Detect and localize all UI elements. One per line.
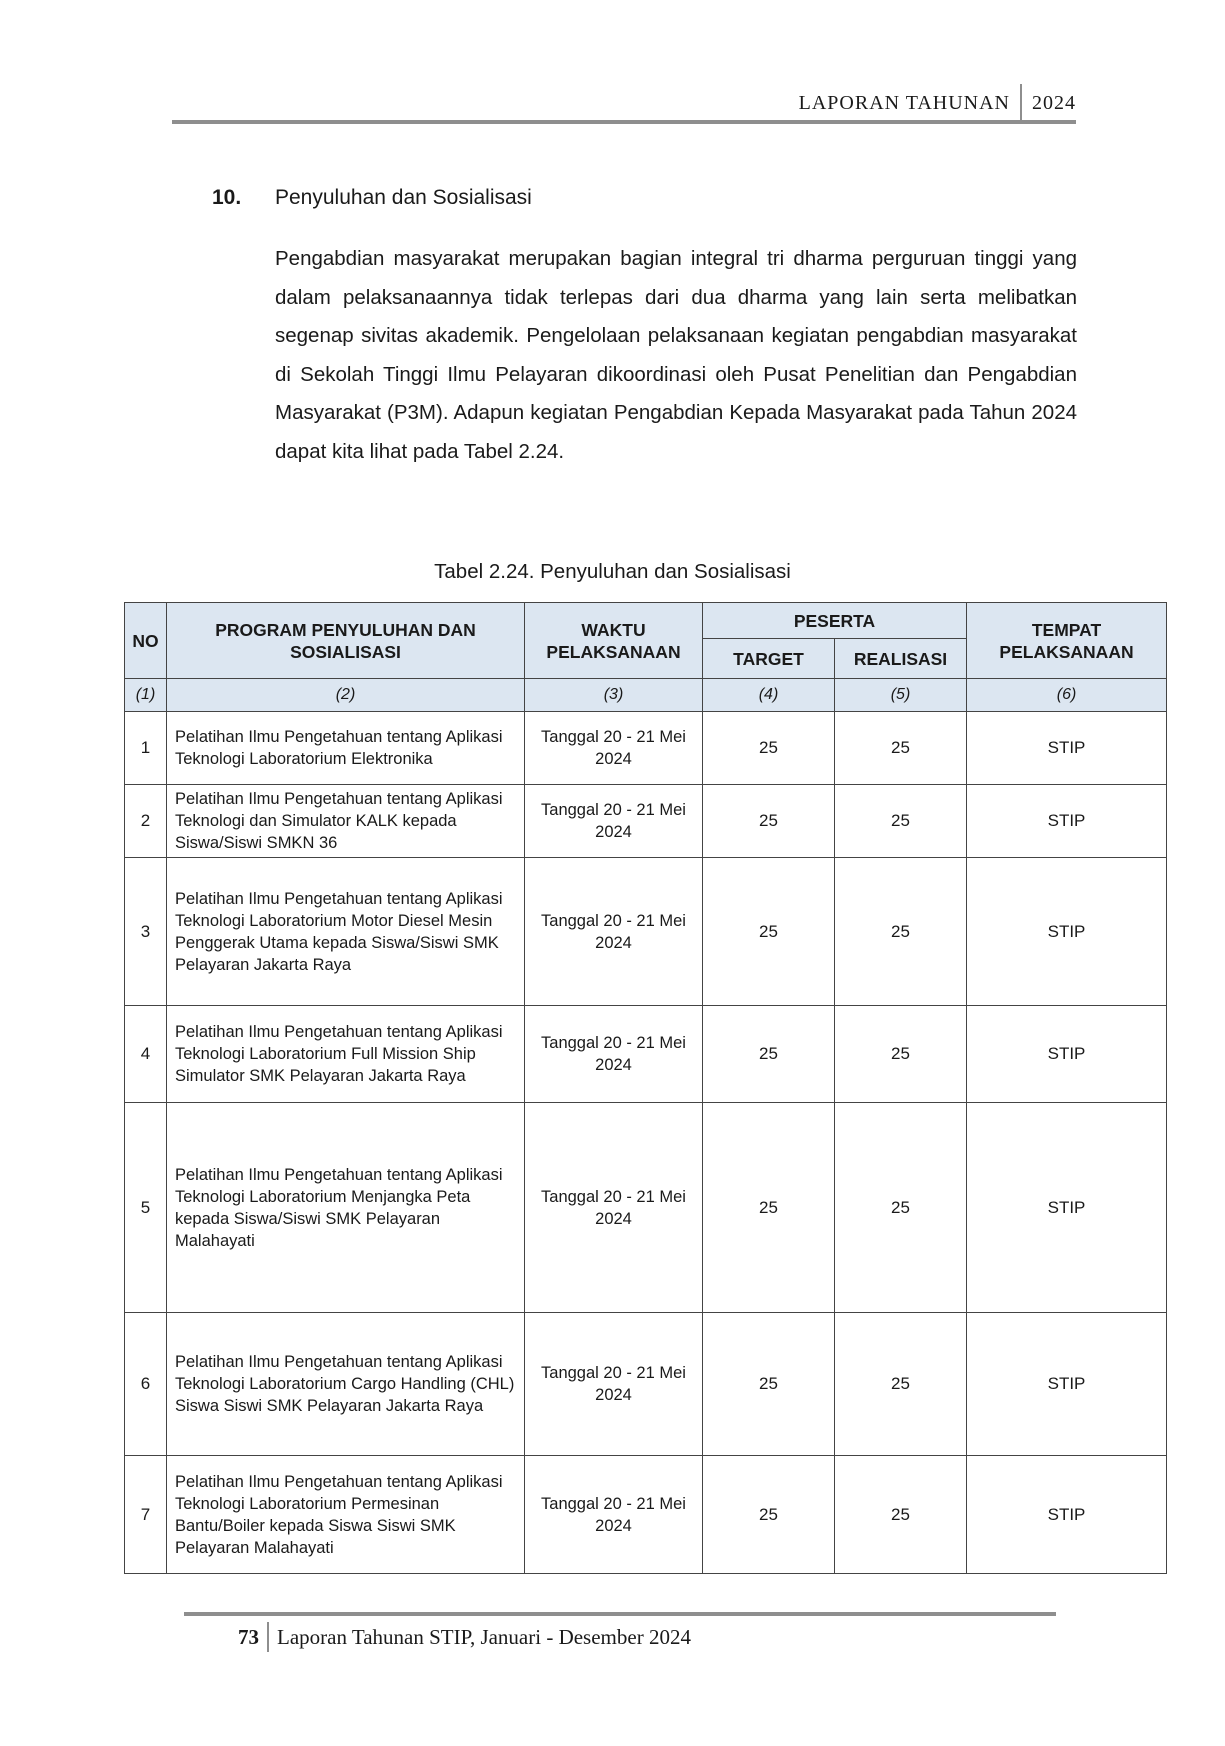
cell-program: Pelatihan Ilmu Pengetahuan tentang Aplikasi Teknologi dan Simulator KALK kepada Siswa/Siswi SMKN 36 xyxy=(167,785,525,858)
column-number-row xyxy=(125,679,1167,712)
cell-no: 3 xyxy=(125,858,167,1006)
page-number: 73 xyxy=(238,1624,259,1649)
table-row xyxy=(125,1103,1167,1313)
cell-target: 25 xyxy=(703,1456,835,1574)
cell-tempat: STIP xyxy=(967,1006,1167,1103)
cell-target: 25 xyxy=(703,1006,835,1103)
cell-program: Pelatihan Ilmu Pengetahuan tentang Aplikasi Teknologi Laboratorium Menjangka Peta kepada Siswa/Siswi SMK Pelayaran Malahayati xyxy=(167,1103,525,1313)
col-number: (3) xyxy=(525,679,703,712)
cell-target: 25 xyxy=(703,1313,835,1456)
activities-table xyxy=(124,602,1167,1574)
header-peserta: PESERTA xyxy=(703,603,967,639)
section-title: Penyuluhan dan Sosialisasi xyxy=(275,186,532,209)
table-row xyxy=(125,1313,1167,1456)
cell-realisasi: 25 xyxy=(835,1103,967,1313)
cell-waktu: Tanggal 20 - 21 Mei 2024 xyxy=(525,1313,703,1456)
cell-no: 6 xyxy=(125,1313,167,1456)
cell-program: Pelatihan Ilmu Pengetahuan tentang Aplikasi Teknologi Laboratorium Full Mission Ship Simulator SMK Pelayaran Jakarta Raya xyxy=(167,1006,525,1103)
cell-waktu: Tanggal 20 - 21 Mei 2024 xyxy=(525,785,703,858)
page-footer xyxy=(238,1622,691,1652)
cell-target: 25 xyxy=(703,785,835,858)
col-number: (2) xyxy=(167,679,525,712)
table-row xyxy=(125,858,1167,1006)
col-number: (1) xyxy=(125,679,167,712)
header-realisasi: REALISASI xyxy=(835,639,967,679)
cell-no: 4 xyxy=(125,1006,167,1103)
cell-tempat: STIP xyxy=(967,858,1167,1006)
table-caption: Tabel 2.24. Penyuluhan dan Sosialisasi xyxy=(434,560,791,583)
header-program: PROGRAM PENYULUHAN DAN SOSIALISASI xyxy=(167,603,525,679)
cell-program: Pelatihan Ilmu Pengetahuan tentang Aplikasi Teknologi Laboratorium Motor Diesel Mesin Penggerak Utama kepada Siswa/Siswi SMK Pelayaran Jakarta Raya xyxy=(167,858,525,1006)
cell-tempat: STIP xyxy=(967,1103,1167,1313)
col-number: (6) xyxy=(967,679,1167,712)
footer-rule xyxy=(184,1612,1056,1616)
page-header xyxy=(172,78,1076,124)
cell-no: 7 xyxy=(125,1456,167,1574)
col-number: (5) xyxy=(835,679,967,712)
cell-target: 25 xyxy=(703,1103,835,1313)
header-text xyxy=(799,84,1076,122)
cell-tempat: STIP xyxy=(967,1456,1167,1574)
cell-program: Pelatihan Ilmu Pengetahuan tentang Aplikasi Teknologi Laboratorium Cargo Handling (CHL) Siswa Siswi SMK Pelayaran Jakarta Raya xyxy=(167,1313,525,1456)
table-row xyxy=(125,1006,1167,1103)
cell-program: Pelatihan Ilmu Pengetahuan tentang Aplikasi Teknologi Laboratorium Elektronika xyxy=(167,712,525,785)
table-row xyxy=(125,785,1167,858)
cell-program: Pelatihan Ilmu Pengetahuan tentang Aplikasi Teknologi Laboratorium Permesinan Bantu/Boiler kepada Siswa Siswi SMK Pelayaran Malahayati xyxy=(167,1456,525,1574)
header-divider xyxy=(1020,84,1022,122)
header-target: TARGET xyxy=(703,639,835,679)
cell-tempat: STIP xyxy=(967,785,1167,858)
header-tempat: TEMPAT PELAKSANAAN xyxy=(967,603,1167,679)
col-number: (4) xyxy=(703,679,835,712)
cell-waktu: Tanggal 20 - 21 Mei 2024 xyxy=(525,1006,703,1103)
cell-realisasi: 25 xyxy=(835,858,967,1006)
header-year: 2024 xyxy=(1032,91,1076,114)
cell-target: 25 xyxy=(703,712,835,785)
cell-tempat: STIP xyxy=(967,712,1167,785)
cell-waktu: Tanggal 20 - 21 Mei 2024 xyxy=(525,858,703,1006)
cell-waktu: Tanggal 20 - 21 Mei 2024 xyxy=(525,712,703,785)
cell-waktu: Tanggal 20 - 21 Mei 2024 xyxy=(525,1456,703,1574)
cell-no: 5 xyxy=(125,1103,167,1313)
table-row xyxy=(125,712,1167,785)
cell-realisasi: 25 xyxy=(835,712,967,785)
footer-title: Laporan Tahunan STIP, Januari - Desember 2024 xyxy=(277,1624,691,1649)
cell-waktu: Tanggal 20 - 21 Mei 2024 xyxy=(525,1103,703,1313)
header-title: LAPORAN TAHUNAN xyxy=(798,91,1010,114)
cell-target: 25 xyxy=(703,858,835,1006)
header-waktu: WAKTU PELAKSANAAN xyxy=(525,603,703,679)
cell-realisasi: 25 xyxy=(835,1456,967,1574)
cell-realisasi: 25 xyxy=(835,785,967,858)
cell-realisasi: 25 xyxy=(835,1313,967,1456)
cell-tempat: STIP xyxy=(967,1313,1167,1456)
section-number: 10. xyxy=(212,186,242,209)
cell-no: 2 xyxy=(125,785,167,858)
body-paragraph: Pengabdian masyarakat merupakan bagian integral tri dharma perguruan tinggi yang dalam pelaksanaannya tidak terlepas dari dua dharma yang lain serta melibatkan segenap sivitas akademik. Pengelolaan pelaksanaan kegiatan pengabdian masyarakat di Sekolah Tinggi Ilmu Pelayaran dikoordinasi oleh Pusat Penelitian dan Pengabdian Masyarakat (P3M). Adapun kegiatan Pengabdian Kepada Masyarakat pada Tahun 2024 dapat kita lihat pada Tabel 2.24. xyxy=(275,247,1077,463)
section-heading xyxy=(212,186,532,210)
header-no: NO xyxy=(125,603,167,679)
footer-divider xyxy=(267,1622,269,1652)
cell-no: 1 xyxy=(125,712,167,785)
table-row xyxy=(125,1456,1167,1574)
cell-realisasi: 25 xyxy=(835,1006,967,1103)
